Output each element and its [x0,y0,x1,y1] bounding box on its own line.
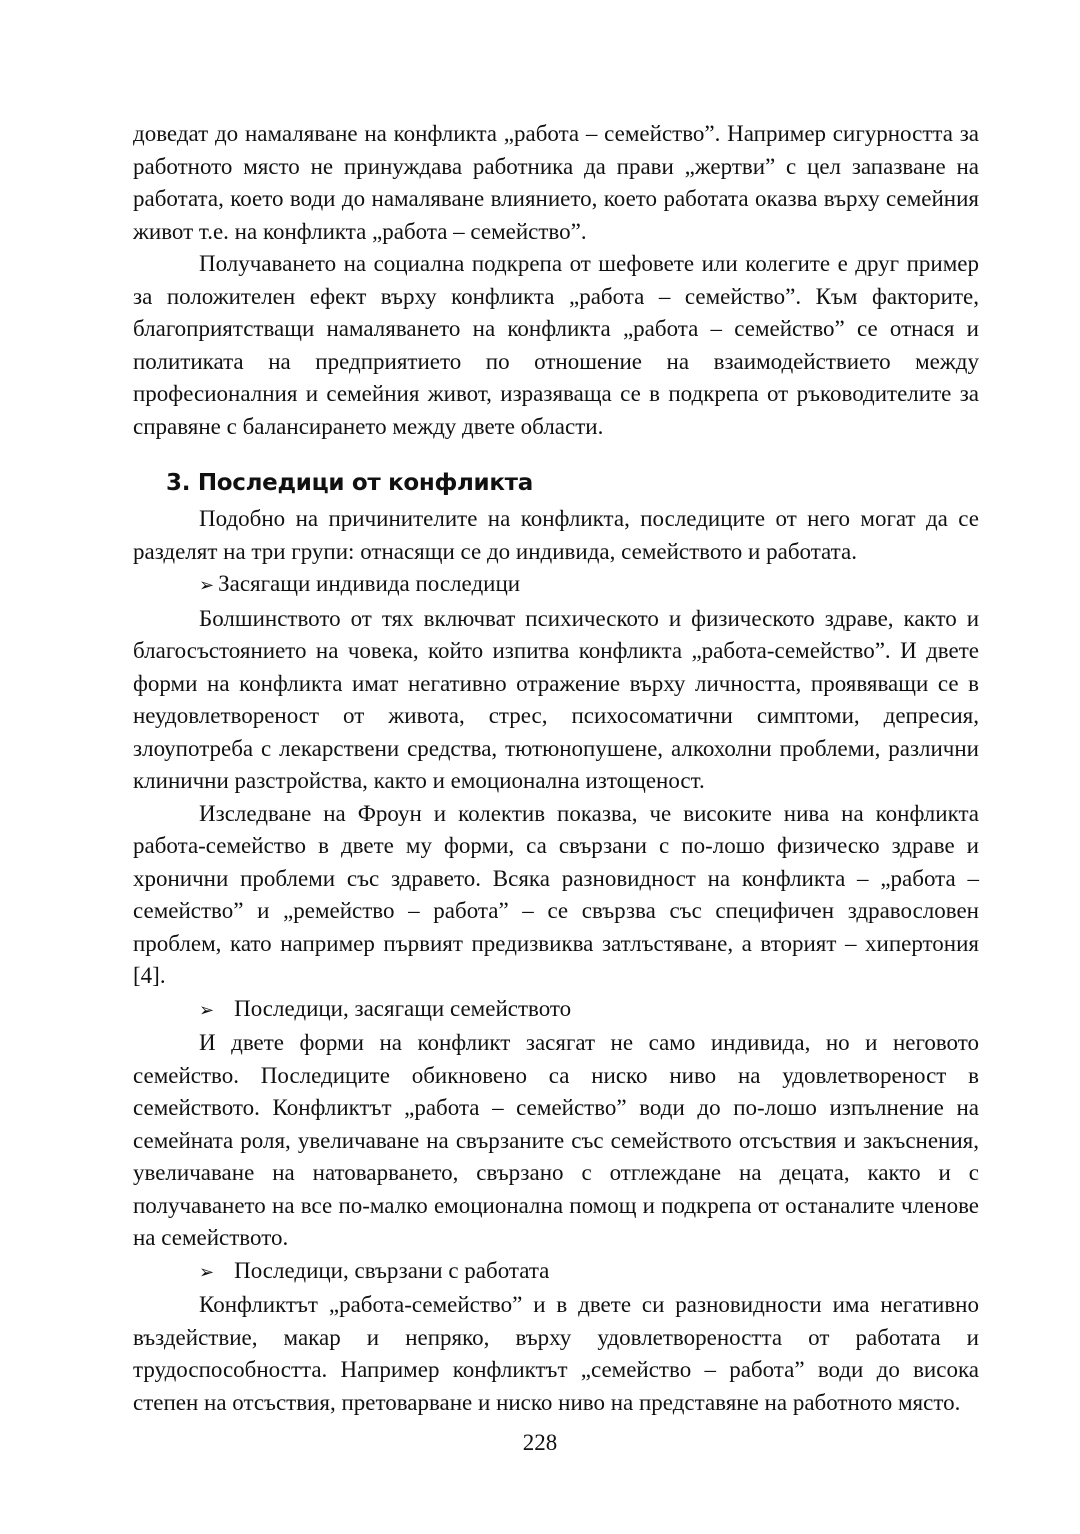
arrow-bullet-icon: ➢ [199,1261,215,1283]
arrow-bullet-icon: ➢ [199,999,215,1021]
bullet-family [199,993,979,1028]
section-heading: 3. Последици от конфликта [166,470,533,496]
paragraph-6: И двете форми на конфликт засягат не само индивида, но и неговото семейство. Последиците обикновено са ниско ниво на удовлетвореност в семейството. Конфликтът „работа – семейство” води до по-лошо изпълнение на семейната роля, увеличаване на свързаните със семейството отсъствия и закъснения, увеличаване на натоварването, свързано с отглеждане на децата, както и с получаването на все по-малко емоционална помощ и подкрепа от останалите членове на семейството. [133,1030,979,1250]
bullet-family-label: Последици, засягащи семейството [234,995,572,1021]
bullet-individual-label: Засягащи индивида последици [218,571,521,596]
bullet-individual [199,568,979,603]
paragraph-2: Получаването на социална подкрепа от шефовете или колегите е друг пример за положителен ефект върху конфликта „работа – семейство”. Към факторите, благоприятстващи намаляването на конфликта „работа – семейство” се отнася и политиката на предприятието по отношение на взаимодействието между професионалния и семейния живот, изразяваща се в подкрепа от ръководителите за справяне с балансирането между двете области. [133,251,979,439]
page-number: 228 [522,1430,558,1455]
paragraph-3: Подобно на причинителите на конфликта, последиците от него могат да се разделят на три групи: отнасящи се до индивида, семейството и работата. [133,506,979,564]
page-content [133,118,979,1419]
paragraph-7: Конфликтът „работа-семейство” и в двете си разновидности има негативно въздействие, макар и непряко, върху удовлетвореността от работата и трудоспособността. Например конфликтът „семейство – работа” води до висока степен на отсъствия, претоварване и ниско ниво на представяне на работното място. [133,1292,979,1415]
bullet-work-label: Последици, свързани с работата [234,1257,550,1283]
paragraph-4: Болшинството от тях включват психическото и физическото здраве, както и благосъстоянието на човека, който изпитва конфликта „работа-семейство”. И двете форми на конфликта имат негативно отражение върху личността, проявяващи се в неудовлетвореност от живота, стрес, психосоматични симптоми, депресия, злоупотреба с лекарствени средства, тютюнопушене, алкохолни проблеми, различни клинични разстройства, както и емоционална изтощеност. [133,605,979,793]
bullet-work [199,1255,979,1290]
arrow-bullet-icon: ➢ [199,575,215,596]
paragraph-5: Изследване на Фроун и колектив показва, че високите нива на конфликта работа-семейство в двете му форми, са свързани с по-лошо физическо здраве и хронични проблеми със здравето. Всяка разновидност на конфликта – „работа – семейство” и „ремейство – работа” – се свързва със специфичен здравословен проблем, като например първият предизвиква затлъстяване, а вторият – хипертония [4]. [133,800,979,988]
paragraph-1: доведат до намаляване на конфликта „работа – семейство”. Например сигурността за работното място не принуждава работника да прави „жертви” с цел запазване на работата, което води до намаляване влиянието, което работата оказва върху семейния живот т.е. на конфликта „работа – семейство”. [133,121,979,244]
